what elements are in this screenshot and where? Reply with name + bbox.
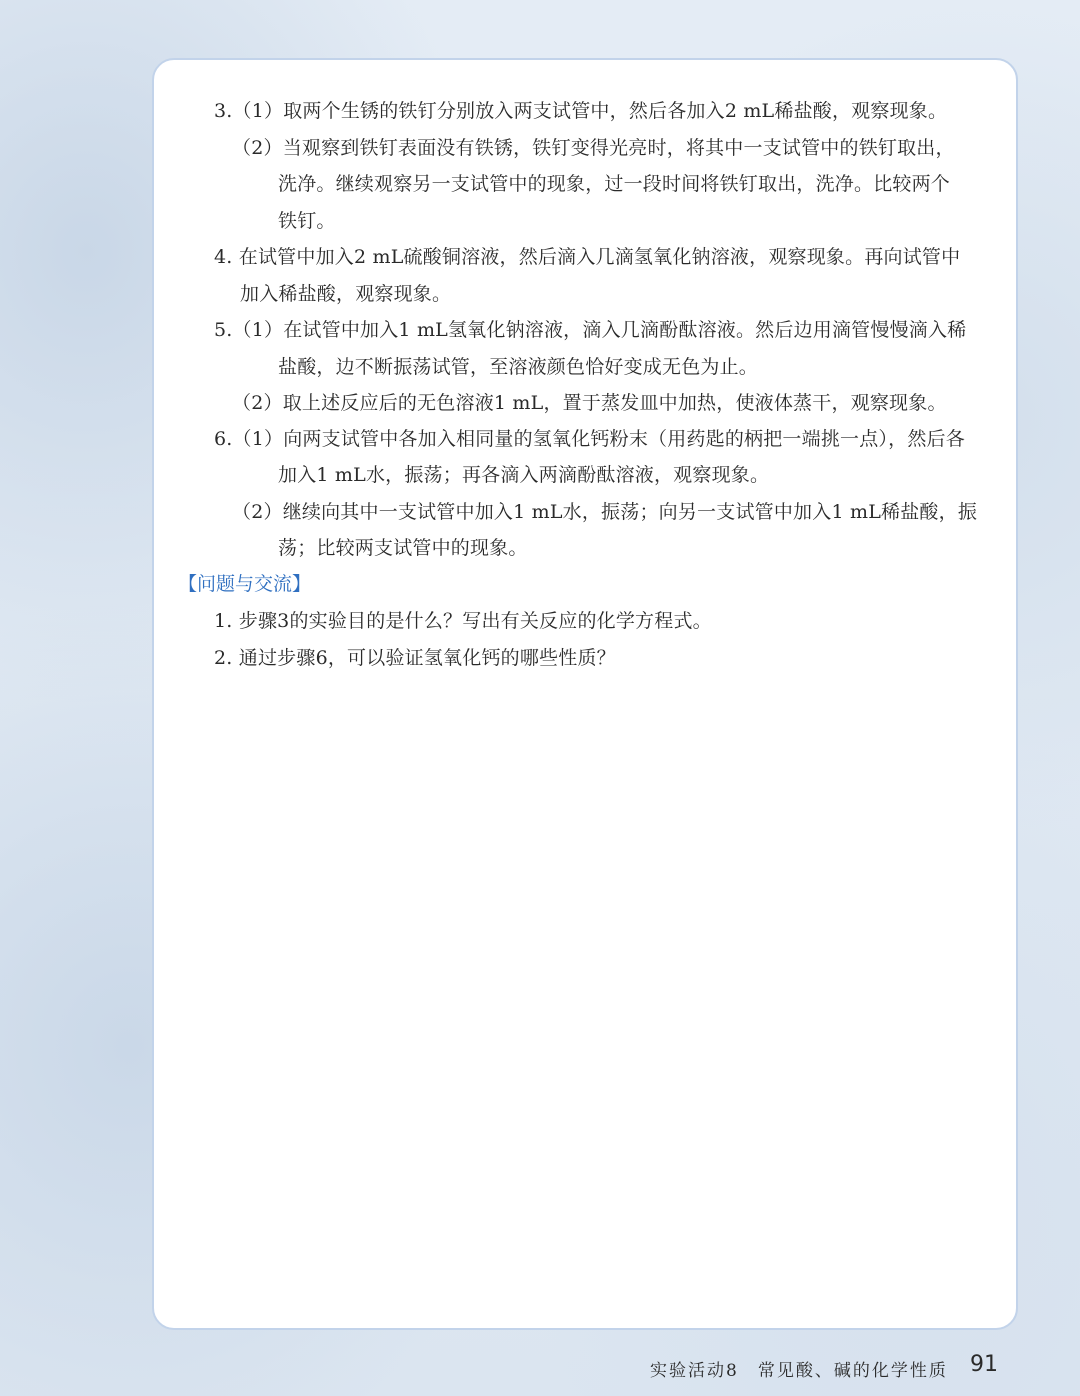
step-6-2-line-1: （2）继续向其中一支试管中加入1 mL水，振荡；向另一支试管中加入1 mL稀盐酸，振 bbox=[232, 501, 978, 523]
step-3-2-line-2: 洗净。继续观察另一支试管中的现象，过一段时间将铁钉取出，洗净。比较两个 bbox=[278, 173, 951, 195]
step-6-1-line-2: 加入1 mL水，振荡；再各滴入两滴酚酞溶液，观察现象。 bbox=[278, 464, 770, 486]
question-2: 2. 通过步骤6，可以验证氢氧化钙的哪些性质？ bbox=[214, 647, 616, 669]
step-5-1-line-2: 盐酸，边不断振荡试管，至溶液颜色恰好变成无色为止。 bbox=[278, 356, 759, 378]
step-4-line-1: 4. 在试管中加入2 mL硫酸铜溶液，然后滴入几滴氢氧化钠溶液，观察现象。再向试管中 bbox=[214, 246, 961, 268]
question-1: 1. 步骤3的实验目的是什么？写出有关反应的化学方程式。 bbox=[214, 610, 712, 632]
questions-heading: 【问题与交流】 bbox=[178, 573, 312, 595]
step-3-2-line-1: （2）当观察到铁钉表面没有铁锈，铁钉变得光亮时，将其中一支试管中的铁钉取出， bbox=[232, 137, 955, 159]
step-3-2-line-3: 铁钉。 bbox=[278, 210, 336, 232]
step-6-2-line-2: 荡；比较两支试管中的现象。 bbox=[278, 537, 528, 559]
step-5-1-line-1: 5.（1）在试管中加入1 mL氢氧化钠溶液，滴入几滴酚酞溶液。然后边用滴管慢慢滴入稀 bbox=[214, 319, 967, 341]
step-3-1-line-1: 3.（1）取两个生锈的铁钉分别放入两支试管中，然后各加入2 mL稀盐酸，观察现象。 bbox=[214, 100, 948, 122]
step-4-line-2: 加入稀盐酸，观察现象。 bbox=[240, 283, 452, 305]
step-6-1-line-1: 6.（1）向两支试管中各加入相同量的氢氧化钙粉末（用药匙的柄把一端挑一点），然后各 bbox=[214, 428, 965, 450]
chapter-title: 实验活动8 常见酸、碱的化学性质 bbox=[650, 1361, 948, 1381]
page-number: 91 bbox=[970, 1352, 998, 1377]
step-5-2-line-1: （2）取上述反应后的无色溶液1 mL，置于蒸发皿中加热，使液体蒸干，观察现象。 bbox=[232, 392, 947, 414]
